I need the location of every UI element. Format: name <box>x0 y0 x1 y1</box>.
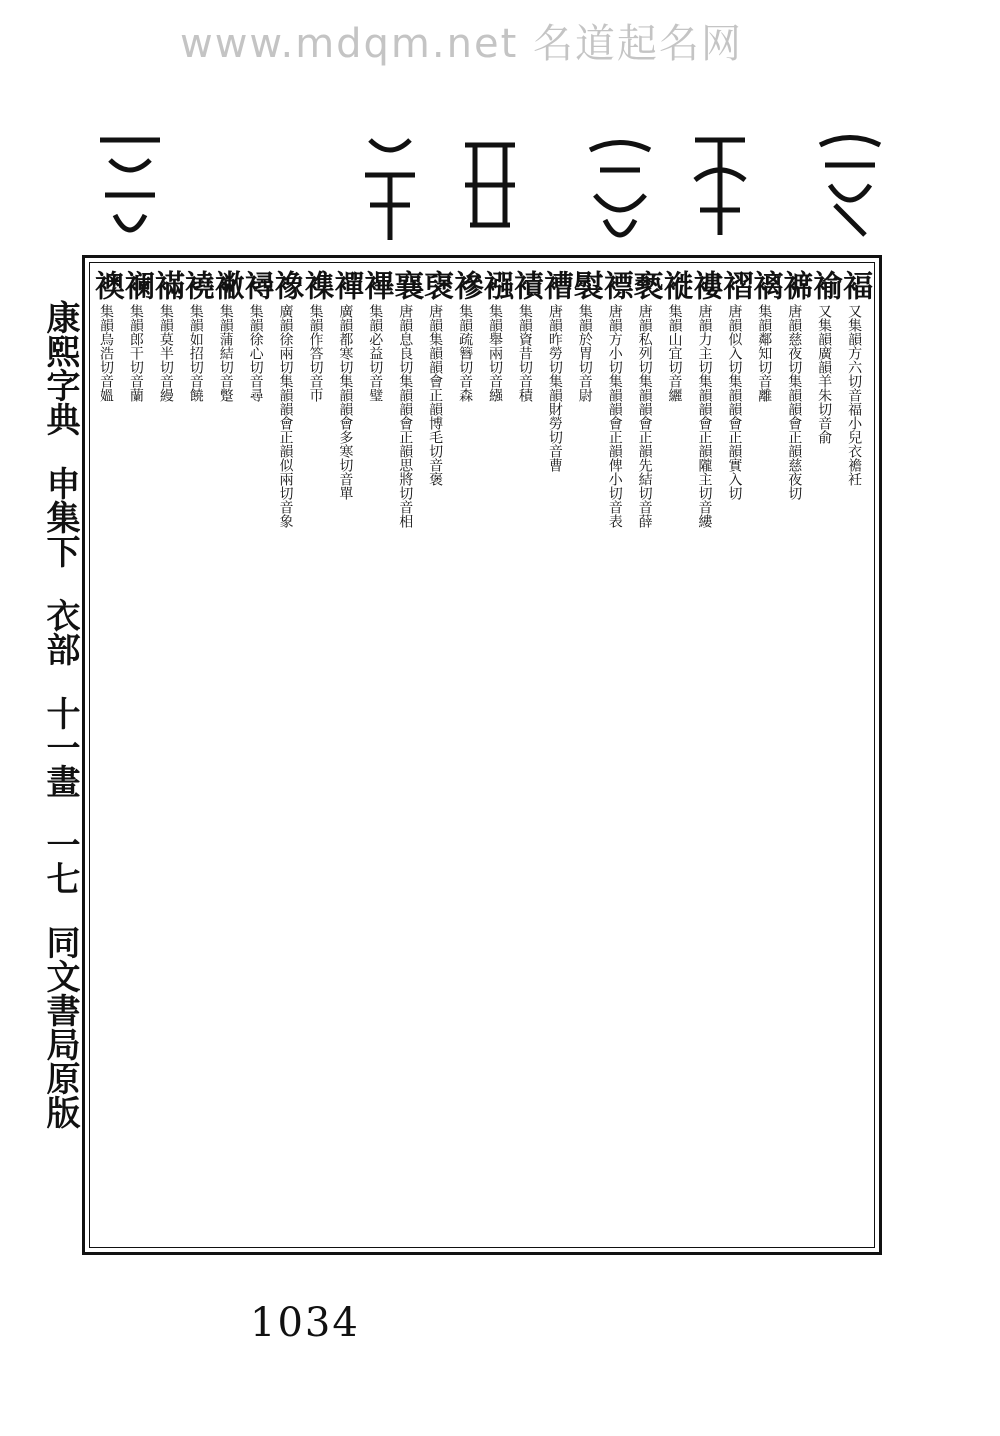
definition-text: 唐韻集韻韻會正韻博毛切音褒 <box>427 304 444 486</box>
definition-text: 集韻徐心切音尋 <box>247 304 264 402</box>
dictionary-column <box>418 266 454 1244</box>
definition-text: 唐韻似入切集韻韻會正韻實入切 <box>726 304 743 500</box>
definition-text: 集韻資昔切音積 <box>516 304 533 402</box>
headword: 襀 <box>507 270 543 300</box>
seal-glyph <box>450 125 530 255</box>
definition-text: 又集韻方六切音福小兒衣襜衽 <box>846 304 863 486</box>
watermark-text: www.mdqm.net 名道起名网 <box>180 21 743 67</box>
seal-glyph <box>810 125 890 255</box>
headword: 襌 <box>328 270 364 300</box>
left-margin-label <box>40 300 80 1350</box>
definition-text: 唐韻息良切集韻韻會正韻思將切音相 <box>397 304 414 528</box>
definition-text: 集韻作答切音帀 <box>307 304 324 402</box>
dictionary-column <box>807 266 843 1244</box>
definition-text: 集韻疏簪切音森 <box>457 304 474 402</box>
dictionary-column <box>687 266 723 1244</box>
dictionary-column <box>777 266 813 1244</box>
dictionary-column <box>388 266 424 1244</box>
headword: 襂 <box>448 270 484 300</box>
section-label: 衣部 <box>40 597 80 666</box>
dictionary-column <box>657 266 693 1244</box>
definition-text: 廣韻都寒切集韻韻會多寒切音單 <box>337 304 354 500</box>
headword: 褶 <box>717 270 753 300</box>
seal-glyph <box>680 125 760 255</box>
dictionary-column <box>328 266 364 1244</box>
dictionary-column <box>837 266 873 1244</box>
headword: 褸 <box>687 270 723 300</box>
definition-text: 唐韻慈夜切集韻韻會正韻慈夜切 <box>786 304 803 500</box>
headword: 褽 <box>567 270 603 300</box>
dictionary-column <box>537 266 573 1244</box>
dictionary-column <box>298 266 334 1244</box>
dictionary-column <box>148 266 184 1244</box>
seal-glyph <box>350 125 430 255</box>
headword: 襁 <box>478 270 513 300</box>
headword: 襕 <box>118 270 154 300</box>
dictionary-column <box>627 266 663 1244</box>
dictionary-column <box>567 266 603 1244</box>
headword: 褯 <box>777 270 813 300</box>
definition-text: 集韻烏浩切音媼 <box>98 304 114 402</box>
dictionary-column <box>597 266 633 1244</box>
seal-glyph <box>90 125 170 255</box>
headword: 褿 <box>537 270 573 300</box>
publisher-label: 同文書局原版 <box>40 925 80 1130</box>
definition-text: 唐韻私列切集韻韻會正韻先結切音薛 <box>636 304 653 528</box>
dictionary-column <box>238 266 274 1244</box>
definition-text: 又集韻廣韻羊朱切音俞 <box>816 304 833 444</box>
definition-text: 唐韻力主切集韻韻會正韻隴主切音縷 <box>696 304 713 528</box>
definition-text: 廣韻徐兩切集韻韻會正韻似兩切音象 <box>277 304 294 528</box>
page-number: 1034 <box>250 1300 360 1346</box>
headword: 褻 <box>627 270 663 300</box>
headword: 襐 <box>268 270 304 300</box>
dictionary-column <box>448 266 484 1244</box>
headword: 襓 <box>178 270 214 300</box>
stroke-count-label: 十一畫 <box>40 695 80 798</box>
book-title: 康熙字典 <box>40 300 80 436</box>
headword: 襃 <box>418 270 454 300</box>
headword: 襄 <box>388 270 424 300</box>
dictionary-column <box>89 266 124 1244</box>
dictionary-column <box>208 266 244 1244</box>
seal-glyph <box>580 125 660 255</box>
headword: 襍 <box>298 270 334 300</box>
definition-text: 唐韻方小切集韻韻會正韻俾小切音表 <box>606 304 623 528</box>
dictionary-column <box>478 266 513 1244</box>
definition-text: 唐韻昨勞切集韻財勞切音曹 <box>546 304 563 472</box>
headword: 褔 <box>837 270 873 300</box>
headword: 褕 <box>807 270 843 300</box>
dictionary-column <box>268 266 304 1244</box>
headword: 襑 <box>238 270 274 300</box>
seal-script-row <box>80 125 900 265</box>
dictionary-column <box>118 266 154 1244</box>
dictionary-column <box>747 266 783 1244</box>
headword: 襔 <box>148 270 184 300</box>
leaf-number: 一七 <box>40 827 80 896</box>
headword: 襖 <box>89 270 124 300</box>
text-frame <box>82 255 882 1255</box>
dictionary-column <box>178 266 214 1244</box>
dictionary-column <box>507 266 543 1244</box>
definition-text: 集韻於胃切音尉 <box>576 304 593 402</box>
headword: 襒 <box>208 270 244 300</box>
headword: 褷 <box>657 270 693 300</box>
headword: 褵 <box>747 270 783 300</box>
definition-text: 集韻郎干切音蘭 <box>127 304 144 402</box>
headword: 襅 <box>358 270 394 300</box>
dictionary-column <box>717 266 753 1244</box>
definition-text: 集韻山宜切音纚 <box>666 304 683 402</box>
definition-text: 集韻蒲結切音蹩 <box>217 304 234 402</box>
dictionary-column <box>358 266 394 1244</box>
definition-text: 集韻如招切音饒 <box>187 304 204 402</box>
volume-label: 申集下 <box>40 465 80 568</box>
definition-text: 集韻必益切音璧 <box>367 304 384 402</box>
definition-text: 集韻莫半切音縵 <box>157 304 174 402</box>
dictionary-columns <box>89 266 873 1244</box>
definition-text: 集韻舉兩切音繦 <box>487 304 503 402</box>
definition-text: 集韻鄰知切音離 <box>756 304 773 402</box>
headword: 褾 <box>597 270 633 300</box>
